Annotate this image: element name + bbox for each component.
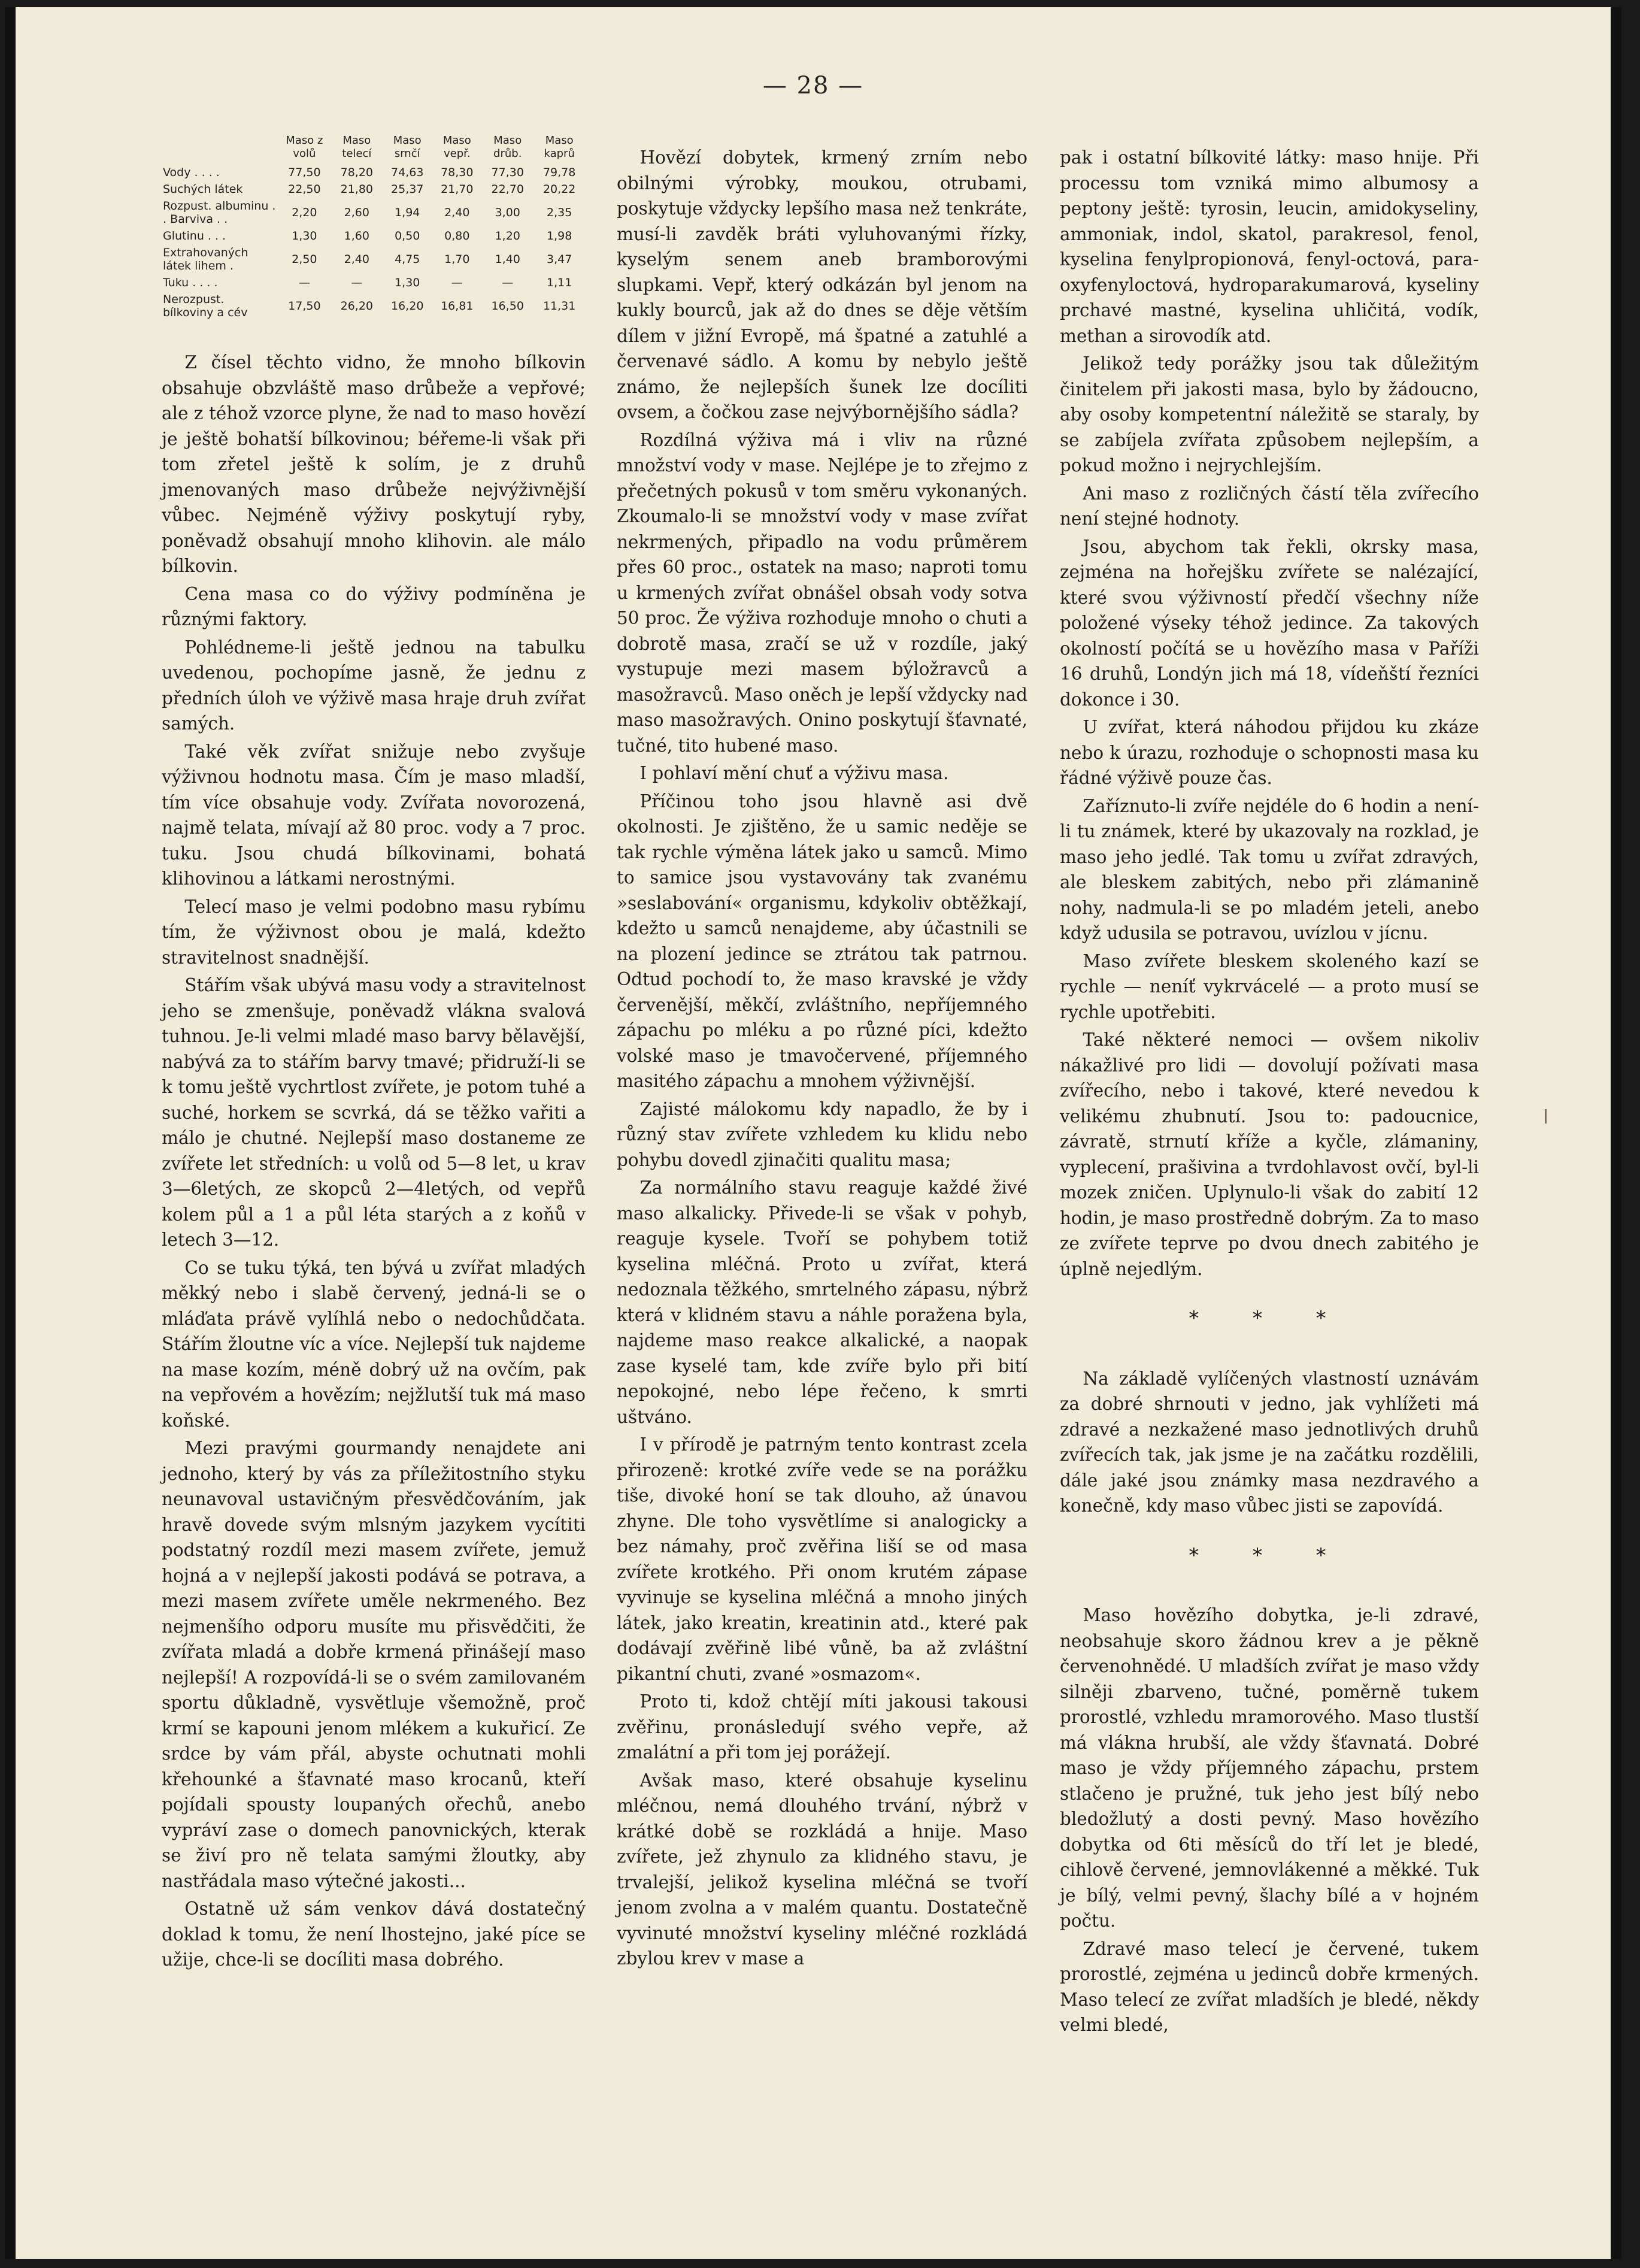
paragraph: Zajisté málokomu kdy napadlo, že by i různý stav zvířete vzhledem ku klidu nebo pohybu dovedl zjinačiti qualitu masa; <box>617 1098 1027 1170</box>
table-cell: 3,00 <box>495 206 520 219</box>
table-cell: 2,35 <box>547 206 572 219</box>
column-1 <box>162 134 586 1975</box>
paragraph: Pohlédneme-li ještě jednou na tabulku uvedenou, pochopíme jasně, že jednu z předních úloh ve výživě masa hraje druh zvířat samých. <box>162 637 586 734</box>
page-number: — 28 — <box>762 72 864 99</box>
paragraph: Stářím však ubývá masu vody a stravitelnost jeho se zmenšuje, poněvadž vlákna svalová tuhnou. Je-li velmi mladé maso barvy bělavější, nabývá za to stářím barvy tmavé; přidruží-li se k tomu ještě vychrtlost zvířete, je potom tuhé a suché, horkem se scvrká, dá se těžko vařiti a málo je chutné. Nejlepší maso dostaneme ze zvířete let středních: u volů od 5—8 let, u krav 3—6letých, ze skopců 2—4letých, od vepřů kolem půl a 1 a půl léta starých a z koňů v letech 3—12. <box>162 975 586 1250</box>
column-2 <box>617 145 1027 1974</box>
table-col-header: Maso kaprů <box>544 134 575 160</box>
table-row <box>162 228 586 244</box>
paragraph: Avšak maso, které obsahuje kyselinu mléčnou, nemá dlouhého trvání, nýbrž v krátké době se rozkládá a hnije. Maso zvířete, jež zhynulo za klidného stavu, je trvalejší, jelikož kyselina mléčná se tvoří jenom zvolna a v malém quantu. Dostatečně vyvinuté množství kyseliny mléčné rozkládá zbylou krev v mase a <box>617 1770 1027 1969</box>
table-cell: 1,30 <box>292 229 317 243</box>
paragraph: Také některé nemoci — ovšem nikoliv nákažlivé pro lidi — dovolují požívati masa zvířecího, nebo i takové, které nevedou k velikému zhubnutí. Jsou to: padoucnice, závratě, strnutí kříže a kyčle, zlámaniny, vyplecení, prašivina a tvrdohlavost ovčí, byl-li mozek zničen. Uplynulo-li však do zabití 12 hodin, je maso prostředně dobrým. Za to maso ze zvířete teprve po dvou dnech zabitého je úplně nejedlým. <box>1060 1029 1479 1279</box>
paragraph: Hovězí dobytek, krmený zrním nebo obilnými výrobky, moukou, otrubami, poskytuje vždycky lepšího masa než tenkráte, musí-li zavděk bráti vyluhovanými řízky, kyselým senem aneb bramborovými slupkami. Vepř, který odkázán byl jenom na kukly bourců, jak až do dnes se děje větším dílem v jižní Evropě, má špatné a zatuhlé a červenavé sádlo. A komu by nebylo ještě známo, že nejlepších šunek lze docíliti ovsem, a čočkou zase nejvýbornějšího sádla? <box>617 147 1027 422</box>
table-cell: 11,31 <box>542 299 576 313</box>
table-col-header: Maso drůb. <box>493 134 522 160</box>
table-cell: 2,50 <box>292 253 317 266</box>
table-row <box>162 164 586 181</box>
paragraph: Proto ti, kdož chtějí míti jakousi takousi zvěřinu, pronásledují svého vepře, až zmalátní a při tom jej porážejí. <box>617 1691 1027 1763</box>
table-cell: 1,40 <box>495 253 520 266</box>
table-cell: 21,80 <box>340 183 374 196</box>
table-cell: 1,70 <box>444 253 470 266</box>
table-cell: 22,50 <box>288 183 321 196</box>
table-cell: 79,78 <box>542 166 576 179</box>
table-col-header: Maso srnčí <box>393 134 422 160</box>
paragraph: Ani maso z rozličných částí těla zvířecího není stejné hodnoty. <box>1060 483 1479 529</box>
paragraph: Telecí maso je velmi podobno masu rybímu tím, že výživnost obou je malá, kdežto stravitelnost snadnější. <box>162 896 586 968</box>
table-row-label: Extrahovaných látek lihem . <box>163 246 248 272</box>
table-row-label: Glutinu . . . <box>163 229 226 243</box>
paragraph: Příčinou toho jsou hlavně asi dvě okolnosti. Je zjištěno, že u samic neděje se tak rychle výměna látek jako u samců. Mimo to samice jsou vystavovány tak zvanému »seslabování« organismu, kdykoliv obtěžkají, kdežto u samců nenajdeme, aby účastnili se na plození jedince se ztrátou tak patrnou. Odtud pochodí to, že maso kravské je vždy červenější, měkčí, zvláštního, nepříjemného zápachu po mléku a po různé píci, kdežto volské maso je tmavočervené, příjemného masitého zápachu a mnohem výživnější. <box>617 791 1027 1091</box>
table-row-label: Suchých látek <box>163 183 243 196</box>
scanned-page <box>5 7 1621 2259</box>
table-cell: 2,60 <box>344 206 369 219</box>
paragraph: Cena masa co do výživy podmíněna je různými faktory. <box>162 583 586 629</box>
table-cell: 1,60 <box>344 229 369 243</box>
column-2-text <box>617 145 1027 1972</box>
table-cell: 26,20 <box>340 299 374 313</box>
table-cell: 1,11 <box>547 276 572 289</box>
table-cell: 74,63 <box>391 166 424 179</box>
table-row <box>162 244 586 274</box>
paragraph: Zdravé maso telecí je červené, tukem prorostlé, zejména u jedinců dobře krmených. Maso telecí ze zvířat mladších je bledé, někdy velmi bledé, <box>1060 1938 1479 2035</box>
table-row-label: Tuku . . . . <box>163 276 218 289</box>
table-cell: — <box>351 276 363 289</box>
table-body <box>162 164 586 321</box>
right-binding-shadow <box>1611 7 1621 2259</box>
table-cell: — <box>502 276 514 289</box>
nutrition-table <box>162 134 586 321</box>
table-cell: 77,30 <box>491 166 524 179</box>
table-cell: — <box>451 276 463 289</box>
paragraph: U zvířat, která náhodou přijdou ku zkáze nebo k úrazu, rozhoduje o schopnosti masa ku řádné výživě pouze čas. <box>1060 717 1479 788</box>
paragraph: Také věk zvířat snižuje nebo zvyšuje výživnou hodnotu masa. Čím je maso mladší, tím více obsahuje vody. Zvířata novorozená, najmě telata, mívají až 80 proc. vody a 7 proc. tuku. Jsou chudá bílkovinami, bohatá klihovinou a látkami nerostnými. <box>162 741 586 889</box>
table-cell: 0,50 <box>395 229 420 243</box>
table-header-row <box>162 134 586 164</box>
table-cell: 17,50 <box>288 299 321 313</box>
table-cell: 16,50 <box>491 299 524 313</box>
paragraph: Ostatně už sám venkov dává dostatečný doklad k tomu, že není lhostejno, jaké píce se užije, chce-li se docíliti masa dobrého. <box>162 1898 586 1970</box>
paragraph: Maso zvířete bleskem skoleného kazí se rychle — neníť vykrvácelé — a proto musí se rychle upotřebiti. <box>1060 950 1479 1022</box>
table-cell: 4,75 <box>395 253 420 266</box>
table-corner <box>162 134 278 164</box>
paragraph: Z čísel těchto vidno, že mnoho bílkovin obsahuje obzvláště maso drůbeže a vepřové; ale z téhož vzorce plyne, že nad to maso hovězí je ještě bohatší bílkovinou; béřeme-li však při tom zřetel ještě k solím, je z druhů jmenovaných maso drůbeže nejvýživnější vůbec. Nejméně výživy poskytují ryby, poněvadž obsahují mnoho klihovin. ale málo bílkovin. <box>162 352 586 576</box>
table-col-header: Maso z volů <box>286 134 323 160</box>
table-cell: 1,20 <box>495 229 520 243</box>
table-row <box>162 181 586 198</box>
column-3 <box>1060 145 1479 2040</box>
table-cell: 1,94 <box>395 206 420 219</box>
table-cell: 22,70 <box>491 183 524 196</box>
paragraph: Mezi pravými gourmandy nenajdete ani jednoho, který by vás za příležitostního styku neunavoval ustavičným přesvědčováním, jak hravě dovede svým mlsným jazykem vycítiti podstatný rozdíl mezi masem zvířete, jemuž hojná a v nejlepší jakosti podává se potrava, a mezi masem zvířete uměle nekrmeného. Bez nejmenšího odporu musíte mu přisvědčiti, že zvířata mladá a dobře krmená přinášejí maso nejlepší! A rozpovídá-li se o svém zamilovaném sportu důkladně, vysvětluje všemožně, proč krmí se kapouni jenom mlékem a kukuřicí. Ze srdce by vám přál, abyste ochutnati mohli křehounké a šťavnaté maso krocanů, kteří pojídali spousty loupaných ořechů, anebo vypráví zase o domech panovnických, kterak se živí pro ně telata samými žloutky, aby nastřádala maso výtečné jakosti... <box>162 1438 586 1891</box>
paragraph: I v přírodě je patrným tento kontrast zcela přirozeně: krotké zvíře vede se na porážku tiše, divoké honí se tak dlouho, až únavou zhyne. Dle toho vysvětlíme si analogicky a bez námahy, proč zvěřina liší se od masa zvířete krotkého. Při onom krutém zápase vyvinuje se kyselina mléčná a mnoho jiných látek, jako kreatin, kreatinin atd., které pak dodávají zvěřině libé vůně, ba až zvláštní pikantní chuti, zvané »osmazom«. <box>617 1434 1027 1684</box>
paragraph: pak i ostatní bílkovité látky: maso hnije. Při processu tom vzniká mimo albumosy a peptony ještě: tyrosin, leucin, amidokyseliny, ammoniak, indol, skatol, parakresol, fenol, kyselina fenylpropionová, fenyl-octová, para-oxyfenyloctová, hydroparakumarová, kyseliny prchavé mastné, kyselina uhličitá, vodík, methan a sirovodík atd. <box>1060 147 1479 346</box>
table-col-header: Maso telecí <box>342 134 372 160</box>
section-separator: * * * <box>1189 1543 1350 1567</box>
table-row <box>162 291 586 321</box>
table-cell: 21,70 <box>441 183 474 196</box>
table-row <box>162 198 586 228</box>
paragraph: Rozdílná výživa má i vliv na různé množství vody v mase. Nejlépe je to zřejmo z přečetných pokusů v tom směru vykonaných. Zkoumalo-li se množství vody v mase zvířat nekrmených, připadlo na vodu průměrem přes 60 proc., ostatek na maso; naproti tomu u krmených zvířat obnášel obsah vody sotva 50 proc. Že výživa rozhoduje mnoho o chuti a dobrotě masa, zračí se už v rozdíle, jaký vystupuje mezi masem býložravců a masožravců. Maso oněch je lepší vždycky nad maso masožravých. Onino poskytují šťavnaté, tučné, tito hubené maso. <box>617 429 1027 756</box>
table-row-label: Nerozpust. bílkoviny a cév <box>163 293 248 319</box>
column-1-text <box>162 350 586 1973</box>
table-row-label: Vody . . . . <box>163 166 220 179</box>
table-cell: 1,98 <box>547 229 572 243</box>
table-cell: 16,20 <box>391 299 424 313</box>
table-row-label: Rozpust. albuminu . . Barviva . . <box>163 199 276 226</box>
table-cell: 77,50 <box>288 166 321 179</box>
table-cell: 16,81 <box>441 299 474 313</box>
paragraph: Co se tuku týká, ten bývá u zvířat mladých měkký nebo i slabě červený, jedná-li se o mláďata právě vylíhlá nebo o nedochůdčata. Stářím žloutne víc a více. Nejlepší tuk najdeme na mase kozím, méně dobrý už na ovčím, pak na vepřovém a hovězím; nejžlutší tuk má maso koňské. <box>162 1257 586 1431</box>
paragraph: Zaříznuto-li zvíře nejdéle do 6 hodin a není-li tu známek, které by ukazovaly na rozklad, je maso jeho jedlé. Tak tomu u zvířat zdravých, ale bleskem zabitých, nebo při zlámanině nohy, nadmula-li se po mladém jeteli, anebo když udusila se potravou, uvízlou v jícnu. <box>1060 795 1479 943</box>
table-cell: 2,40 <box>344 253 369 266</box>
paragraph: Maso hovězího dobytka, je-li zdravé, neobsahuje skoro žádnou krev a je pěkně červenohnědé. U mladších zvířat je maso vždy silněji zbarveno, tučné, poměrně tukem prorostlé, vzhledu mramorového. Maso tlustší má vlákna hrubší, ale vždy šťavnatá. Dobré maso je vždy příjemného zápachu, prstem stlačeno je pružné, tuk jeho jest bílý nebo bledožlutý a dosti pevný. Maso hovězího dobytka od 6ti měsíců do tří let je bledé, cihlově červené, jemnovlákenné a měkké. Tuk je bílý, velmi pevný, šlachy bílé a v hojném počtu. <box>1060 1605 1479 1931</box>
table-cell: 3,47 <box>547 253 572 266</box>
paragraph: Na základě vylíčených vlastností uznávám za dobré shrnouti v jedno, jak vyhlížeti má zdravé a nezkažené maso jednotlivých druhů zvířecích tak, jak jsme je na začátku rozdělili, dále jaké jsou známky masa nezdravého a konečně, kdy maso vůbec jisti se zapovídá. <box>1060 1368 1479 1516</box>
table-cell: 20,22 <box>542 183 576 196</box>
table-cell: 25,37 <box>391 183 424 196</box>
table-row <box>162 274 586 291</box>
table-cell: 2,20 <box>292 206 317 219</box>
section-separator: * * * <box>1189 1307 1350 1330</box>
table-cell: — <box>298 276 310 289</box>
paragraph: Jelikož tedy porážky jsou tak důležitým činitelem při jakosti masa, bylo by žádoucno, aby osoby kompetentní náležitě se staraly, by se zabíjela zvířata způsobem nejlepším, a pokud možno i nejrychlejším. <box>1060 353 1479 476</box>
paragraph: I pohlaví mění chuť a výživu masa. <box>639 763 949 783</box>
table-cell: 78,20 <box>340 166 374 179</box>
table-cell: 78,30 <box>441 166 474 179</box>
table-cell: 0,80 <box>444 229 470 243</box>
printing-mark <box>1545 1109 1547 1124</box>
left-margin-shadow <box>5 7 16 2259</box>
paragraph: Za normálního stavu reaguje každé živé maso alkalicky. Přivede-li se však v pohyb, reaguje kysele. Tvoří se pohybem totiž kyselina mléčná. Proto u zvířat, která nedoznala těžkého, smrtelného zápasu, nýbrž která v klidném stavu a náhle poražena byla, najdeme maso reakce alkalické, a naopak zase kyselé tam, kde zvíře bylo při bití nepokojné, nebo lépe řečeno, k smrti uštváno. <box>617 1177 1027 1427</box>
paragraph: Jsou, abychom tak řekli, okrsky masa, zejména na hořejšku zvířete se nalézající, které svou výživností předčí všechny níže položené výseky téhož jedince. Za takových okolností počítá se u hovězího masa v Paříži 16 druhů, Londýn jich má 18, vídeňští řezníci dokonce i 30. <box>1060 536 1479 710</box>
table-col-header: Maso vepř. <box>442 134 471 160</box>
table-cell: 1,30 <box>395 276 420 289</box>
table-cell: 2,40 <box>444 206 470 219</box>
